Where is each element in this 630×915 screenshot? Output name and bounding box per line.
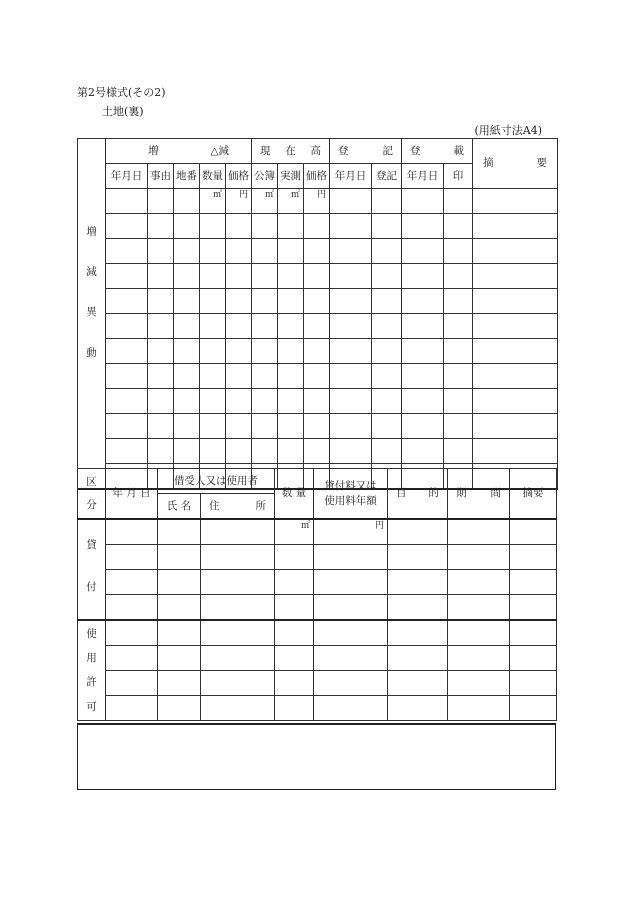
name-header: 氏 名 <box>158 494 201 520</box>
unit-yen: 円 <box>314 519 388 545</box>
permit-label: 使 用 許 可 <box>78 620 106 721</box>
table-row <box>78 646 557 671</box>
address-header: 住 所 <box>201 494 275 520</box>
summary-header: 摘 要 <box>473 139 558 189</box>
table-row <box>78 439 558 464</box>
table-row <box>78 671 557 696</box>
table-row <box>78 239 558 264</box>
col-official-area: 公簿 <box>252 164 278 189</box>
form-subtitle: 土地(裏) <box>102 105 144 118</box>
col-price: 価格 <box>226 164 252 189</box>
table-row <box>78 696 557 721</box>
table-row <box>78 214 558 239</box>
table-row <box>78 595 557 621</box>
unit-sqm: ㎡ <box>275 519 314 545</box>
recording-header: 登 載 <box>402 139 473 164</box>
increase-decrease-header: 増 △減 <box>106 139 252 164</box>
unit-sqm: ㎡ <box>200 189 226 214</box>
table-row <box>78 264 558 289</box>
current-holdings-header: 現 在 高 <box>252 139 330 164</box>
registration-header: 登 記 <box>330 139 402 164</box>
col-seal: 印 <box>444 164 473 189</box>
col-registration-date: 年月日 <box>330 164 372 189</box>
table-row <box>78 189 558 214</box>
table-row <box>78 414 558 439</box>
quantity-header: 数 量 <box>275 469 314 520</box>
lending-label: 貸 付 <box>78 519 106 620</box>
change-side-char: 減 <box>86 266 97 279</box>
period-header: 期 間 <box>448 469 510 520</box>
col-quantity: 数量 <box>200 164 226 189</box>
col-registration: 登記 <box>372 164 402 189</box>
unit-yen: 円 <box>226 189 252 214</box>
borrower-header: 借受人又は使用者 <box>158 469 275 494</box>
col-recording-date: 年月日 <box>402 164 444 189</box>
col-reason: 事由 <box>148 164 174 189</box>
change-record-table <box>77 138 558 490</box>
unit-yen: 円 <box>304 189 330 214</box>
table-row <box>78 570 557 595</box>
table-row <box>78 620 557 646</box>
col-measured-area: 実測 <box>278 164 304 189</box>
unit-sqm: ㎡ <box>252 189 278 214</box>
table-row <box>78 339 558 364</box>
paper-size-note: (用紙寸法A4) <box>474 124 542 137</box>
table-row <box>78 519 557 545</box>
unit-sqm: ㎡ <box>278 189 304 214</box>
change-side-char: 動 <box>86 346 97 359</box>
col-lot-number: 地番 <box>174 164 200 189</box>
table-row <box>78 289 558 314</box>
table-row <box>78 314 558 339</box>
category-header: 区 分 <box>78 469 106 520</box>
fee-header: 貸付料又は 使用料年額 <box>314 469 388 520</box>
table-row <box>78 545 557 570</box>
col-current-price: 価格 <box>304 164 330 189</box>
change-side-label <box>78 139 106 490</box>
lease-summary-header: 摘要 <box>510 469 557 520</box>
date-header: 年 月 日 <box>106 469 158 520</box>
lease-permit-table <box>77 468 557 721</box>
remarks-box <box>77 723 556 790</box>
table-row <box>78 389 558 414</box>
table-row <box>78 364 558 389</box>
form-title: 第2号様式(その2) <box>77 86 166 99</box>
change-side-char: 増 <box>86 226 97 238</box>
change-side-char: 異 <box>86 306 97 319</box>
col-date: 年月日 <box>106 164 148 189</box>
purpose-header: 目 的 <box>388 469 448 520</box>
